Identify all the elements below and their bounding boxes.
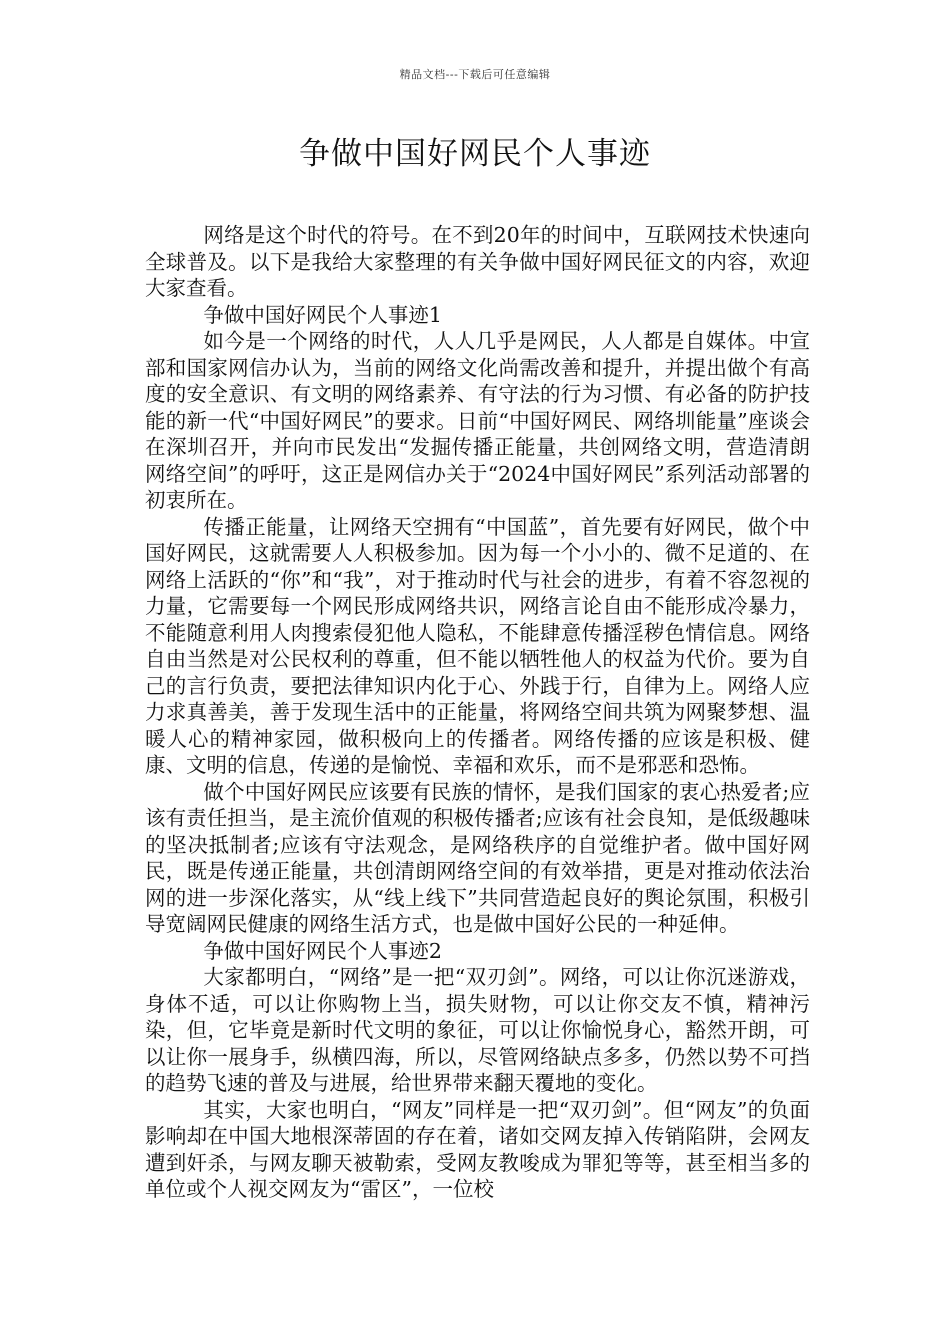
section-heading-1: 争做中国好网民个人事迹1	[203, 302, 442, 327]
document-title: 争做中国好网民个人事迹	[299, 136, 651, 172]
section-heading-2: 争做中国好网民个人事迹2	[203, 938, 442, 963]
paragraph: 大家都明白，“网络”是一把“双刃剑”。网络，可以让你沉迷游戏，身体不适，可以让你购物上当，损失财物，可以让你交友不慎，精神污染，但，它毕竟是新时代文明的象征，可以让你愉悦身心，豁然开朗，可以让你一展身手，纵横四海，所以，尽管网络缺点多多，仍然以势不可挡的趋势飞速的普及与进展，给世界带来翻天覆地的变化。	[145, 965, 810, 1095]
page-header: 精品文档---下载后可任意编辑	[399, 68, 551, 81]
paragraph: 其实，大家也明白，“网友”同样是一把“双刃剑”。但“网友”的负面影响却在中国大地根深蒂固的存在着，诸如交网友掉入传销陷阱，会网友遭到奸杀，与网友聊天被勒索，受网友教唆成为罪犯等等，甚至相当多的单位或个人视交网友为“雷区”，一位校	[145, 1097, 810, 1201]
paragraph: 传播正能量，让网络天空拥有“中国蓝”，首先要有好网民，做个中国好网民，这就需要人人积极参加。因为每一个小小的、微不足道的、在网络上活跃的“你”和“我”，对于推动时代与社会的进步，有着不容忽视的力量，它需要每一个网民形成网络共识，网络言论自由不能形成冷暴力，不能随意利用人肉搜索侵犯他人隐私，不能肆意传播淫秽色情信息。网络自由当然是对公民权利的尊重，但不能以牺牲他人的权益为代价。要为自己的言行负责，要把法律知识内化于心、外践于行，自律为上。网络人应力求真善美，善于发现生活中的正能量，将网络空间共筑为网聚梦想、温暖人心的精神家园，做积极向上的传播者。网络传播的应该是积极、健康、文明的信息，传递的是愉悦、幸福和欢乐，而不是邪恶和恐怖。	[145, 514, 810, 777]
paragraph-intro: 网络是这个时代的符号。在不到20年的时间中，互联网技术快速向全球普及。以下是我给大家整理的有关争做中国好网民征文的内容，欢迎大家查看。	[145, 223, 810, 300]
document-body	[145, 222, 810, 1203]
paragraph: 如今是一个网络的时代，人人几乎是网民，人人都是自媒体。中宣部和国家网信办认为，当前的网络文化尚需改善和提升，并提出做个有高度的安全意识、有文明的网络素养、有守法的行为习惯、有必备的防护技能的新一代“中国好网民”的要求。日前“中国好网民、网络圳能量”座谈会在深圳召开，并向市民发出“发掘传播正能量，共创网络文明，营造清朗网络空间”的呼吁，这正是网信办关于“2024中国好网民”系列活动部署的初衷所在。	[145, 329, 810, 512]
paragraph: 做个中国好网民应该要有民族的情怀，是我们国家的衷心热爱者;应该有责任担当，是主流价值观的积极传播者;应该有社会良知，是低级趣味的坚决抵制者;应该有守法观念，是网络秩序的自觉维护者。做中国好网民，既是传递正能量，共创清朗网络空间的有效举措，更是对推动依法治网的进一步深化落实，从“线上线下”共同营造起良好的舆论氛围，积极引导宽阔网民健康的网络生活方式，也是做中国好公民的一种延伸。	[145, 779, 810, 936]
